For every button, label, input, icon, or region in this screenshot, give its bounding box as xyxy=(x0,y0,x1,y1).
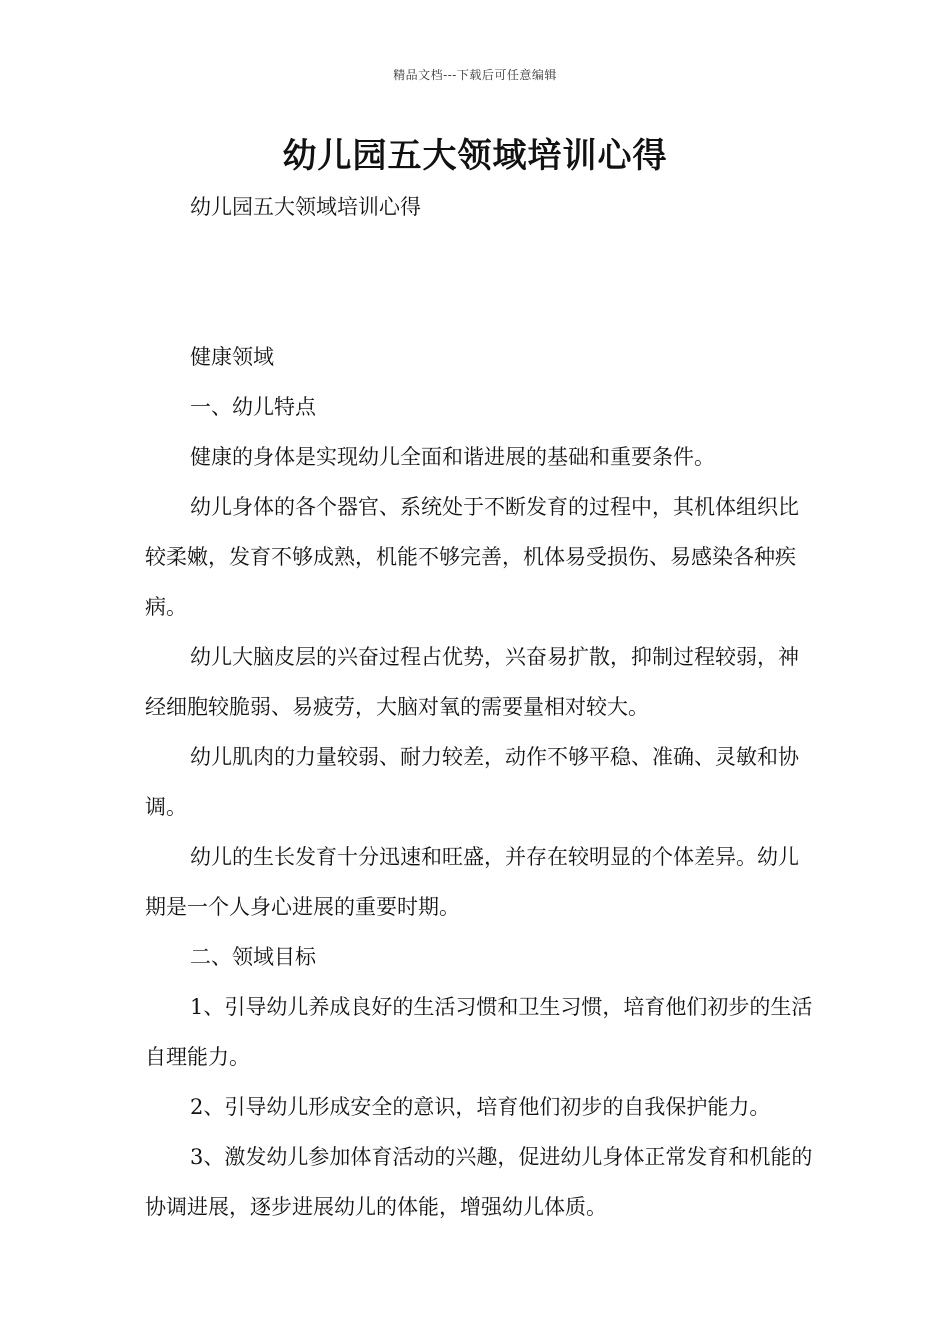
list-item: 2、引导幼儿形成安全的意识，培育他们初步的自我保护能力。 xyxy=(190,1095,771,1119)
paragraph: 幼儿大脑皮层的兴奋过程占优势，兴奋易扩散，抑制过程较弱，神经细胞较脆弱、易疲劳，大脑对氧的需要量相对较大。 xyxy=(145,645,799,719)
paragraph: 幼儿身体的各个器官、系统处于不断发育的过程中，其机体组织比较柔嫩，发育不够成熟，机能不够完善，机体易受损伤、易感染各种疾病。 xyxy=(145,495,799,619)
paragraph: 幼儿的生长发育十分迅速和旺盛，并存在较明显的个体差异。幼儿期是一个人身心进展的重要时期。 xyxy=(145,845,799,919)
list-item: 1、引导幼儿养成良好的生活习惯和卫生习惯，培育他们初步的生活自理能力。 xyxy=(145,995,813,1069)
document-body xyxy=(145,182,817,1232)
section-heading: 健康领域 xyxy=(190,345,274,369)
paragraph: 幼儿肌肉的力量较弱、耐力较差，动作不够平稳、准确、灵敏和协调。 xyxy=(145,745,799,819)
subsection-heading: 一、幼儿特点 xyxy=(190,395,316,419)
subsection-heading: 二、领域目标 xyxy=(190,945,316,969)
blank-space xyxy=(145,232,817,332)
header-note: 精品文档---下载后可任意编辑 xyxy=(393,68,557,82)
document-subtitle: 幼儿园五大领域培训心得 xyxy=(190,195,421,219)
list-item: 3、激发幼儿参加体育活动的兴趣，促进幼儿身体正常发育和机能的协调进展，逐步进展幼儿的体能，增强幼儿体质。 xyxy=(145,1145,813,1219)
document-title: 幼儿园五大领域培训心得 xyxy=(282,136,668,176)
paragraph: 健康的身体是实现幼儿全面和谐进展的基础和重要条件。 xyxy=(190,445,715,469)
